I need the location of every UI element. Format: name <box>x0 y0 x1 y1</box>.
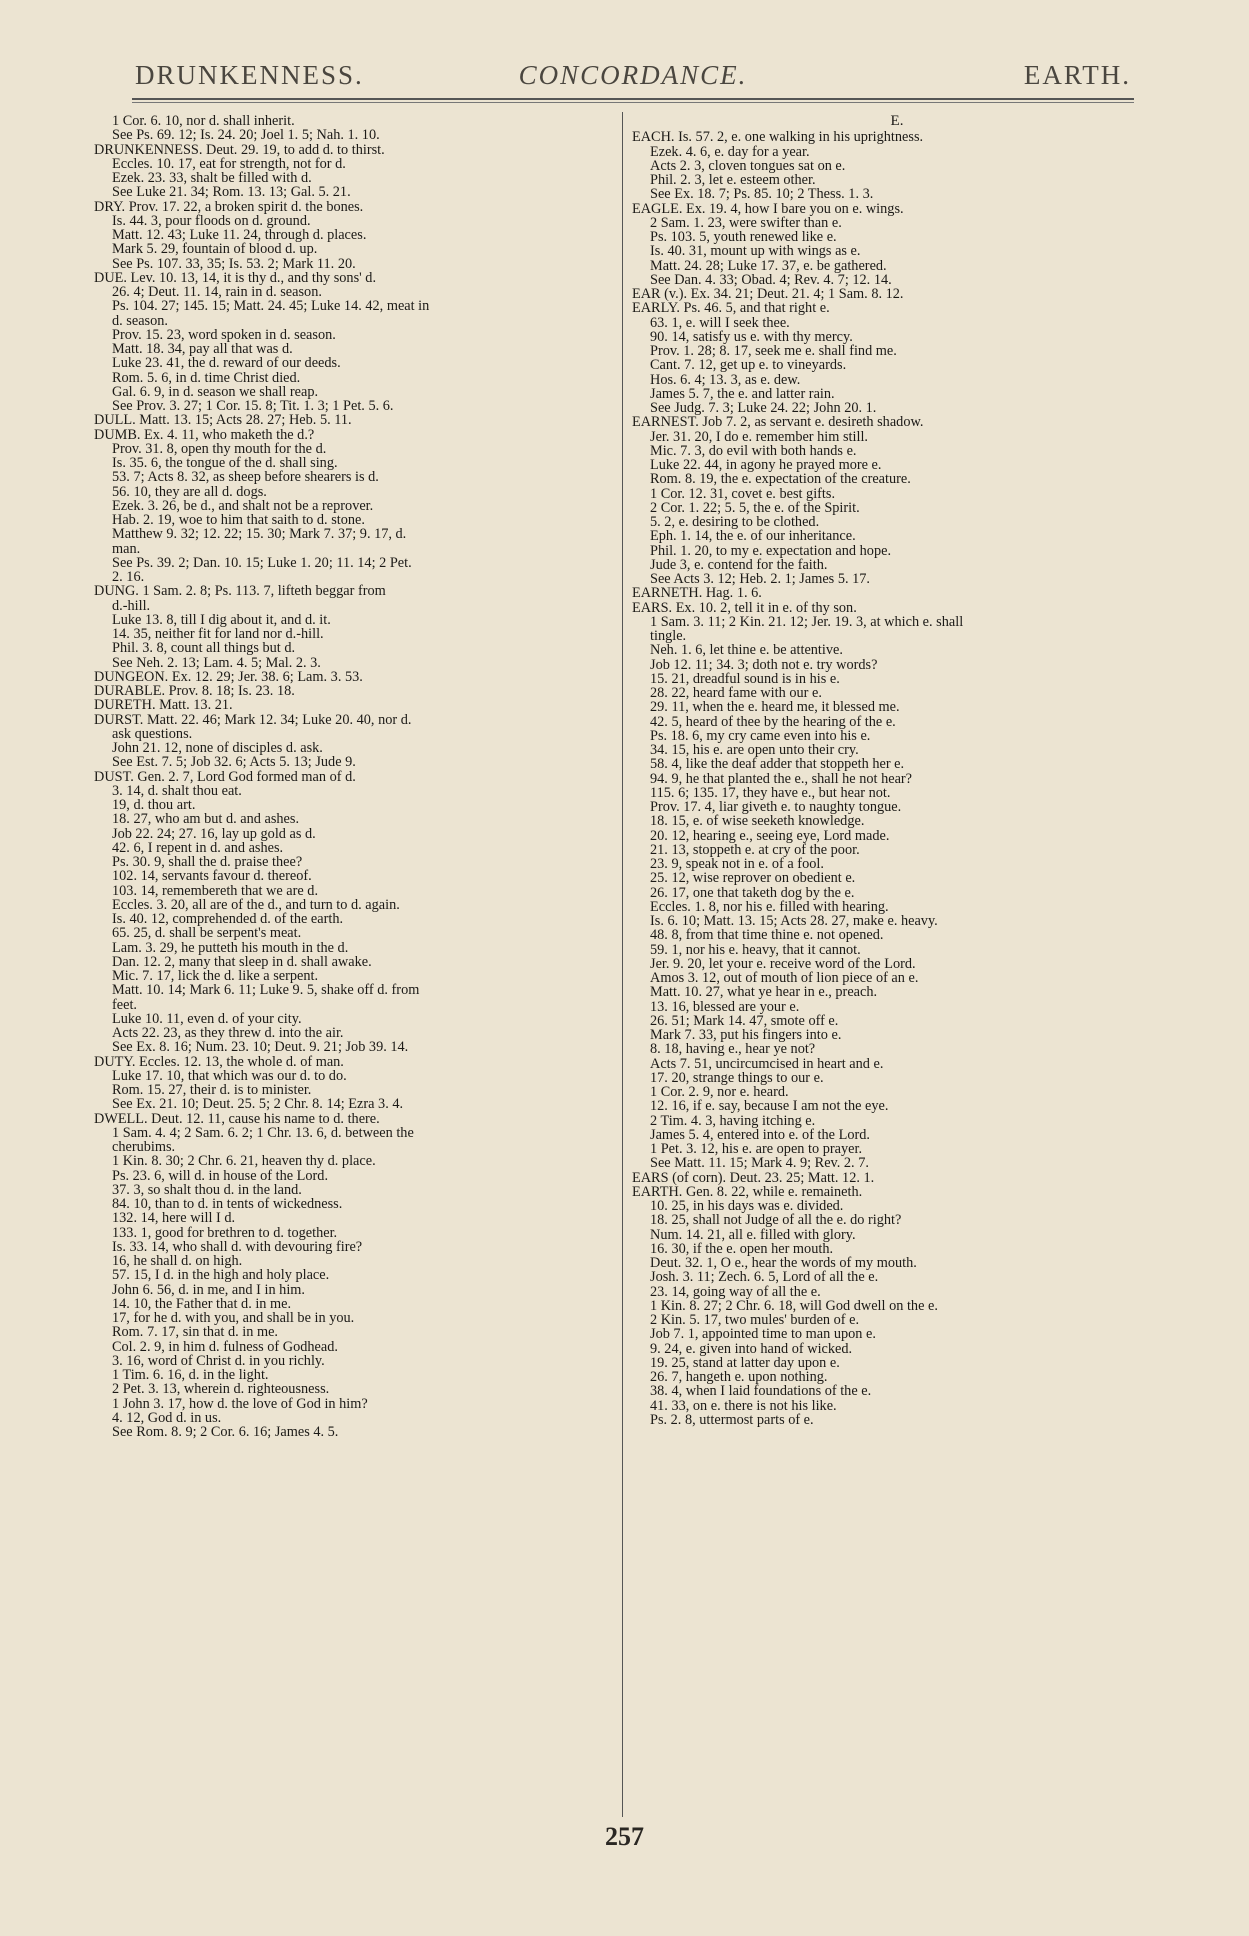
entry-line: See Ps. 69. 12; Is. 24. 20; Joel 1. 5; Nah. 1. 10. <box>112 128 380 143</box>
entry-line: 12. 16, if e. say, because I am not the eye. <box>650 1099 889 1114</box>
entry-line: 26. 7, hangeth e. upon nothing. <box>650 1370 828 1385</box>
entry-line: See Est. 7. 5; Job 32. 6; Acts 5. 13; Jude 9. <box>112 755 356 770</box>
entry-line: tingle. <box>650 629 687 644</box>
entry-line: 20. 12, hearing e., seeing eye, Lord made. <box>650 828 890 843</box>
entry-line: Jer. 9. 20, let your e. receive word of the Lord. <box>650 956 916 971</box>
entry-line: John 21. 12, none of disciples d. ask. <box>112 741 323 756</box>
entry-line: Is. 44. 3, pour floods on d. ground. <box>112 213 311 228</box>
left-column <box>94 114 614 1439</box>
entry-line: 19, d. thou art. <box>112 798 196 813</box>
entry-line: 28. 22, heard fame with our e. <box>650 686 822 701</box>
entry-headword-line: DURETH. Matt. 13. 21. <box>94 698 233 713</box>
entry-line: 3. 16, word of Christ d. in you richly. <box>112 1353 325 1368</box>
entry-line: 1 Pet. 3. 12, his e. are open to prayer. <box>650 1142 863 1157</box>
entry-line: See Ex. 21. 10; Deut. 25. 5; 2 Chr. 8. 14; Ezra 3. 4. <box>112 1097 404 1112</box>
entry-line: 2 Pet. 3. 13, wherein d. righteousness. <box>112 1382 330 1397</box>
entry-line: 1 Sam. 4. 4; 2 Sam. 6. 2; 1 Chr. 13. 6, d. between the <box>112 1125 414 1140</box>
entry-line: 8. 18, having e., hear ye not? <box>650 1042 816 1057</box>
entry-line: 25. 12, wise reprover on obedient e. <box>650 871 856 886</box>
entry-line: Eccles. 3. 20, all are of the d., and turn to d. again. <box>112 897 400 912</box>
entry-line: 17, for he d. with you, and shall be in you. <box>112 1311 355 1326</box>
entry-line: 16, he shall d. on high. <box>112 1254 243 1269</box>
entry-line: See Rom. 8. 9; 2 Cor. 6. 16; James 4. 5. <box>112 1425 339 1440</box>
entry-line: 59. 1, nor his e. heavy, that it cannot. <box>650 942 861 957</box>
entry-line: See Ps. 39. 2; Dan. 10. 15; Luke 1. 20; 11. 14; 2 Pet. <box>112 555 412 570</box>
entry-line: Deut. 32. 1, O e., hear the words of my mouth. <box>650 1256 917 1271</box>
entry-line: 29. 11, when the e. heard me, it blessed me. <box>650 700 900 715</box>
entry-headword-line: DUST. Gen. 2. 7, Lord God formed man of d. <box>94 769 356 784</box>
entry-line: Job 12. 11; 34. 3; doth not e. try words? <box>650 657 878 672</box>
entry-line: Matt. 10. 27, what ye hear in e., preach. <box>650 985 878 1000</box>
entry-line: Prov. 31. 8, open thy mouth for the d. <box>112 441 327 456</box>
entry-line: 57. 15, I d. in the high and holy place. <box>112 1268 330 1283</box>
entry-headword-line: DUMB. Ex. 4. 11, who maketh the d.? <box>94 427 315 442</box>
entry-line: Eph. 1. 14, the e. of our inheritance. <box>650 529 856 544</box>
entry-line: feet. <box>112 997 137 1012</box>
entry-line: 1 Cor. 12. 31, covet e. best gifts. <box>650 486 836 501</box>
entry-headword-line: EARS (of corn). Deut. 23. 25; Matt. 12. 1. <box>632 1170 875 1185</box>
entry-line: 41. 33, on e. there is not his like. <box>650 1398 837 1413</box>
entry-headword-line: DUNG. 1 Sam. 2. 8; Ps. 113. 7, lifteth beggar from <box>94 584 386 599</box>
entry-line: Col. 2. 9, in him d. fulness of Godhead. <box>112 1339 338 1354</box>
entry-line: 4. 12, God d. in us. <box>112 1410 222 1425</box>
entry-line: Mark 7. 33, put his fingers into e. <box>650 1028 842 1043</box>
entry-line: Mark 5. 29, fountain of blood d. up. <box>112 242 318 257</box>
entry-line: James 5. 4, entered into e. of the Lord. <box>650 1127 870 1142</box>
entry-line: Acts 2. 3, cloven tongues sat on e. <box>650 158 846 173</box>
entry-line: 94. 9, he that planted the e., shall he not hear? <box>650 771 913 786</box>
section-letter: E. <box>890 113 904 129</box>
entry-line: 15. 21, dreadful sound is in his e. <box>650 671 840 686</box>
header-left-guide-word: DRUNKENNESS. <box>135 60 364 90</box>
entry-line: Phil. 3. 8, count all things but d. <box>112 641 296 656</box>
entry-line: Josh. 3. 11; Zech. 6. 5, Lord of all the e. <box>650 1270 879 1285</box>
entry-line: Ps. 23. 6, will d. in house of the Lord. <box>112 1168 329 1183</box>
entry-line: Hos. 6. 4; 13. 3, as e. dew. <box>650 372 801 387</box>
entry-line: Phil. 1. 20, to my e. expectation and hope. <box>650 543 892 558</box>
entry-line: See Matt. 11. 15; Mark 4. 9; Rev. 2. 7. <box>650 1156 869 1171</box>
entry-line: Rom. 15. 27, their d. is to minister. <box>112 1083 312 1098</box>
entry-line: Amos 3. 12, out of mouth of lion piece of an e. <box>650 971 919 986</box>
entry-line: See Ex. 8. 16; Num. 23. 10; Deut. 9. 21; Job 39. 14. <box>112 1040 409 1055</box>
entry-line: 1 Tim. 6. 16, d. in the light. <box>112 1368 269 1383</box>
entry-line: Matt. 24. 28; Luke 17. 37, e. be gathered. <box>650 258 887 273</box>
entry-line: Is. 35. 6, the tongue of the d. shall sing. <box>112 456 338 471</box>
entry-headword-line: DWELL. Deut. 12. 11, cause his name to d. there. <box>94 1111 380 1126</box>
entry-line: 132. 14, here will I d. <box>112 1211 236 1226</box>
entry-line: 37. 3, so shalt thou d. in the land. <box>112 1182 302 1197</box>
entry-line: Ps. 104. 27; 145. 15; Matt. 24. 45; Luke 14. 42, meat in <box>112 299 430 314</box>
entry-line: 63. 1, e. will I seek thee. <box>650 315 790 330</box>
entry-headword-line: EARTH. Gen. 8. 22, while e. remaineth. <box>632 1184 863 1199</box>
entry-line: Ezek. 3. 26, be d., and shalt not be a reprover. <box>112 498 374 513</box>
entry-line: 13. 16, blessed are your e. <box>650 999 800 1014</box>
entry-line: 42. 5, heard of thee by the hearing of the e. <box>650 714 896 729</box>
entry-headword-line: DUTY. Eccles. 12. 13, the whole d. of man. <box>94 1054 344 1069</box>
entry-line: 10. 25, in his days was e. divided. <box>650 1199 844 1214</box>
entry-line: See Neh. 2. 13; Lam. 4. 5; Mal. 2. 3. <box>112 655 321 670</box>
entry-line: Ps. 103. 5, youth renewed like e. <box>650 230 837 245</box>
entry-headword-line: EACH. Is. 57. 2, e. one walking in his uprightness. <box>632 130 924 145</box>
entry-line: Eccles. 10. 17, eat for strength, not for d. <box>112 156 346 171</box>
entry-headword-line: EAGLE. Ex. 19. 4, how I bare you on e. wings. <box>632 201 904 216</box>
entry-line: 18. 25, shall not Judge of all the e. do right? <box>650 1213 902 1228</box>
header-rule-thin <box>132 102 1134 103</box>
entry-headword-line: DURABLE. Prov. 8. 18; Is. 23. 18. <box>94 684 295 699</box>
entry-line: 58. 4, like the deaf adder that stoppeth her e. <box>650 757 905 772</box>
entry-line: 2 Tim. 4. 3, having itching e. <box>650 1113 816 1128</box>
entry-line: 5. 2, e. desiring to be clothed. <box>650 515 820 530</box>
entry-headword-line: DRY. Prov. 17. 22, a broken spirit d. the bones. <box>94 199 364 214</box>
entry-headword-line: DULL. Matt. 13. 15; Acts 28. 27; Heb. 5. 11. <box>94 413 352 428</box>
header-right-guide-word: EARTH. <box>1023 60 1131 90</box>
entry-line: Eccles. 1. 8, nor his e. filled with hearing. <box>650 899 889 914</box>
entry-line: 3. 14, d. shalt thou eat. <box>112 783 242 798</box>
entry-line: Ps. 2. 8, uttermost parts of e. <box>650 1412 814 1427</box>
entry-line: Is. 6. 10; Matt. 13. 15; Acts 28. 27, make e. heavy. <box>650 914 938 929</box>
entry-line: 18. 15, e. of wise seeketh knowledge. <box>650 814 865 829</box>
entry-line: Num. 14. 21, all e. filled with glory. <box>650 1227 856 1242</box>
entry-line: 38. 4, when I laid foundations of the e. <box>650 1384 872 1399</box>
entry-line: Luke 10. 11, even d. of your city. <box>112 1011 302 1026</box>
entry-line: See Prov. 3. 27; 1 Cor. 15. 8; Tit. 1. 3; 1 Pet. 5. 6. <box>112 399 394 414</box>
entry-headword-line: DUE. Lev. 10. 13, 14, it is thy d., and thy sons' d. <box>94 270 377 285</box>
page-header <box>135 60 1131 100</box>
entry-headword-line: DURST. Matt. 22. 46; Mark 12. 34; Luke 20. 40, nor d. <box>94 712 412 727</box>
entry-line: 26. 4; Deut. 11. 14, rain in d. season. <box>112 285 322 300</box>
entry-line: John 6. 56, d. in me, and I in him. <box>112 1282 305 1297</box>
entry-line: See Ex. 18. 7; Ps. 85. 10; 2 Thess. 1. 3. <box>650 187 874 202</box>
entry-headword-line: DUNGEON. Ex. 12. 29; Jer. 38. 6; Lam. 3. 53. <box>94 669 363 684</box>
entry-line: ask questions. <box>112 726 193 741</box>
entry-line: Prov. 1. 28; 8. 17, seek me e. shall find me. <box>650 344 897 359</box>
entry-line: See Luke 21. 34; Rom. 13. 13; Gal. 5. 21. <box>112 185 351 200</box>
entry-line: Matt. 12. 43; Luke 11. 24, through d. places. <box>112 228 367 243</box>
entry-line: Gal. 6. 9, in d. season we shall reap. <box>112 384 319 399</box>
entry-headword-line: EARNEST. Job 7. 2, as servant e. desireth shadow. <box>632 415 924 430</box>
entry-line: 23. 9, speak not in e. of a fool. <box>650 857 824 872</box>
entry-line: 21. 13, stoppeth e. at cry of the poor. <box>650 842 860 857</box>
entry-line: Luke 17. 10, that which was our d. to do. <box>112 1068 347 1083</box>
entry-line: Matthew 9. 32; 12. 22; 15. 30; Mark 7. 37; 9. 17, d. <box>112 527 407 542</box>
entry-line: Ps. 30. 9, shall the d. praise thee? <box>112 855 303 870</box>
entry-line: Luke 23. 41, the d. reward of our deeds. <box>112 356 341 371</box>
entry-headword-line: DRUNKENNESS. Deut. 29. 19, to add d. to thirst. <box>94 142 385 157</box>
entry-line: 16. 30, if the e. open her mouth. <box>650 1241 834 1256</box>
entry-line: Ezek. 4. 6, e. day for a year. <box>650 144 810 159</box>
entry-line: 1 Kin. 8. 27; 2 Chr. 6. 18, will God dwell on the e. <box>650 1298 938 1313</box>
header-rule <box>132 98 1134 100</box>
entry-line: Lam. 3. 29, he putteth his mouth in the d. <box>112 940 349 955</box>
entry-line: 14. 10, the Father that d. in me. <box>112 1296 292 1311</box>
entry-line: Prov. 17. 4, liar giveth e. to naughty tongue. <box>650 800 902 815</box>
entry-line: 103. 14, remembereth that we are d. <box>112 883 319 898</box>
entry-line: Phil. 2. 3, let e. esteem other. <box>650 173 816 188</box>
entry-line: 56. 10, they are all d. dogs. <box>112 484 267 499</box>
entry-line: Is. 33. 14, who shall d. with devouring fire? <box>112 1239 363 1254</box>
entry-line: Prov. 15. 23, word spoken in d. season. <box>112 327 336 342</box>
entry-headword-line: EARNETH. Hag. 1. 6. <box>632 586 762 601</box>
entry-line: 18. 27, who am but d. and ashes. <box>112 812 300 827</box>
entry-line: 1 Cor. 6. 10, nor d. shall inherit. <box>112 114 295 129</box>
entry-line: Ps. 18. 6, my cry came even into his e. <box>650 728 871 743</box>
entry-line: 42. 6, I repent in d. and ashes. <box>112 840 284 855</box>
entry-line: 14. 35, neither fit for land nor d.-hill. <box>112 627 324 642</box>
entry-line: Ezek. 23. 33, shalt be filled with d. <box>112 171 312 186</box>
entry-line: Rom. 8. 19, the e. expectation of the creature. <box>650 472 911 487</box>
entry-line: 1 Sam. 3. 11; 2 Kin. 21. 12; Jer. 19. 3, at which e. shall <box>650 614 964 629</box>
entry-line: Mic. 7. 3, do evil with both hands e. <box>650 443 857 458</box>
entry-line: 133. 1, good for brethren to d. together. <box>112 1225 338 1240</box>
entry-line: 53. 7; Acts 8. 32, as sheep before shearers is d. <box>112 470 379 485</box>
entry-line: 23. 14, going way of all the e. <box>650 1284 821 1299</box>
entry-line: 65. 25, d. shall be serpent's meat. <box>112 926 302 941</box>
entry-line: Jude 3, e. contend for the faith. <box>650 557 828 572</box>
entry-line: Hab. 2. 19, woe to him that saith to d. stone. <box>112 513 365 528</box>
entry-line: 2 Kin. 5. 17, two mules' burden of e. <box>650 1313 860 1328</box>
entry-line: Rom. 5. 6, in d. time Christ died. <box>112 370 301 385</box>
entry-line: 1 Kin. 8. 30; 2 Chr. 6. 21, heaven thy d. place. <box>112 1154 376 1169</box>
entry-line: Jer. 31. 20, I do e. remember him still. <box>650 429 868 444</box>
entry-line: Is. 40. 31, mount up with wings as e. <box>650 244 861 259</box>
entry-headword-line: EARLY. Ps. 46. 5, and that right e. <box>632 301 830 316</box>
entry-line: Acts 7. 51, uncircumcised in heart and e. <box>650 1056 884 1071</box>
entry-line: Dan. 12. 2, many that sleep in d. shall awake. <box>112 954 372 969</box>
entry-line: 2. 16. <box>112 570 145 585</box>
entry-line: d.-hill. <box>112 598 151 613</box>
header-title: CONCORDANCE. <box>518 60 748 90</box>
entry-line: James 5. 7, the e. and latter rain. <box>650 386 835 401</box>
entry-line: Acts 22. 23, as they threw d. into the air. <box>112 1026 344 1041</box>
entry-line: Luke 13. 8, till I dig about it, and d. it. <box>112 612 331 627</box>
entry-line: See Ps. 107. 33, 35; Is. 53. 2; Mark 11. 20. <box>112 256 356 271</box>
entry-line: See Acts 3. 12; Heb. 2. 1; James 5. 17. <box>650 572 870 587</box>
entry-line: 26. 17, one that taketh dog by the e. <box>650 885 855 900</box>
page-number: 257 <box>605 1822 644 1851</box>
entry-line: 1 John 3. 17, how d. the love of God in him? <box>112 1396 368 1411</box>
entry-line: See Judg. 7. 3; Luke 24. 22; John 20. 1. <box>650 401 877 416</box>
entry-line: 1 Cor. 2. 9, nor e. heard. <box>650 1085 789 1100</box>
entry-line: 19. 25, stand at latter day upon e. <box>650 1355 840 1370</box>
entry-headword-line: EARS. Ex. 10. 2, tell it in e. of thy son. <box>632 600 857 615</box>
entry-line: Mic. 7. 17, lick the d. like a serpent. <box>112 969 319 984</box>
entry-line: d. season. <box>112 313 168 328</box>
entry-line: man. <box>112 541 141 556</box>
entry-line: Cant. 7. 12, get up e. to vineyards. <box>650 358 847 373</box>
entry-line: 26. 51; Mark 14. 47, smote off e. <box>650 1013 839 1028</box>
entry-line: Neh. 1. 6, let thine e. be attentive. <box>650 643 843 658</box>
entry-headword-line: EAR (v.). Ex. 34. 21; Deut. 21. 4; 1 Sam. 8. 12. <box>632 287 904 302</box>
entry-line: Job 7. 1, appointed time to man upon e. <box>650 1327 876 1342</box>
entry-line: 102. 14, servants favour d. thereof. <box>112 869 312 884</box>
right-column <box>632 114 1162 1427</box>
entry-line: cherubims. <box>112 1140 176 1155</box>
entry-line: Matt. 10. 14; Mark 6. 11; Luke 9. 5, shake off d. from <box>112 983 420 998</box>
entry-line: 2 Cor. 1. 22; 5. 5, the e. of the Spirit. <box>650 500 860 515</box>
entry-line: 34. 15, his e. are open unto their cry. <box>650 743 859 758</box>
entry-line: Luke 22. 44, in agony he prayed more e. <box>650 458 882 473</box>
entry-line: Is. 40. 12, comprehended d. of the earth. <box>112 912 344 927</box>
entry-line: 48. 8, from that time thine e. not opened. <box>650 928 884 943</box>
entry-line: See Dan. 4. 33; Obad. 4; Rev. 4. 7; 12. 14. <box>650 272 892 287</box>
entry-line: 9. 24, e. given into hand of wicked. <box>650 1341 853 1356</box>
entry-line: Rom. 7. 17, sin that d. in me. <box>112 1325 278 1340</box>
entry-line: 17. 20, strange things to our e. <box>650 1070 824 1085</box>
column-divider <box>622 112 623 1817</box>
entry-line: Matt. 18. 34, pay all that was d. <box>112 342 293 357</box>
entry-line: 84. 10, than to d. in tents of wickedness. <box>112 1197 343 1212</box>
entry-line: 90. 14, satisfy us e. with thy mercy. <box>650 329 853 344</box>
entry-line: Job 22. 24; 27. 16, lay up gold as d. <box>112 826 316 841</box>
entry-line: 2 Sam. 1. 23, were swifter than e. <box>650 215 842 230</box>
entry-line: 115. 6; 135. 17, they have e., but hear not. <box>650 785 891 800</box>
